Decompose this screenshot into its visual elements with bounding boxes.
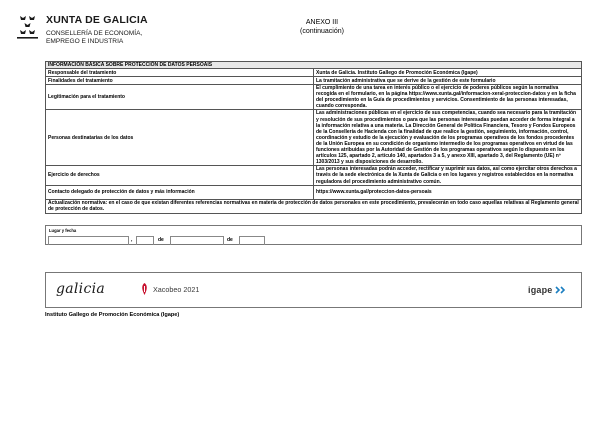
table-row <box>46 77 582 85</box>
row-label: Contacto delegado de protección de datos y más información <box>46 185 314 199</box>
chevron-right-icon <box>555 286 567 294</box>
footer-logos <box>45 272 582 308</box>
row-label: Finalidades del tratamiento <box>46 77 314 85</box>
row-label: Responsable del tratamiento <box>46 69 314 77</box>
row-label: Legitimación para el tratamiento <box>46 85 314 110</box>
annex-subtitle: (continuación) <box>300 28 344 35</box>
table-section-header: INFORMACIÓN BÁSICA SOBRE PROTECCIÓN DE DATOS PERSOAIS <box>46 62 582 69</box>
de-label-2: de <box>227 237 233 243</box>
xacobeo-icon <box>139 282 150 296</box>
row-value: Las personas interesadas podrán acceder, rectificar y suprimir sus datos, así como ejercitar otros derechos a través de la sede electrónica de la Xunta de Galicia o en los lugares y registros establecidos en la normativa reguladora del procedimiento administrativo común. <box>314 166 582 185</box>
table-footnote-row <box>46 199 582 213</box>
table-row <box>46 185 582 199</box>
xunta-emblem-icon <box>14 13 41 40</box>
xacobeo-logo: Xacobeo 2021 <box>153 285 200 294</box>
row-value: Las administraciones públicas en el ejercicio de sus competencias, cuando sea necesario para la tramitación y resolución de sus procedimientos o para que las personas interesadas puedan acceder de forma integral a la información relativa a una materia. La Dirección General de Política Financiera, Tesoro y Fondos Europeos de la Consellería de Hacienda con la finalidad de que realice la gestión, seguimiento, información, control, coordinación y estudio de la ejecución y evaluación de los programas operativos de los fondos procedentes de la Unión Europea en su condición de organismo intermedio de los programas operativos en virtud de las funciones atribuidas por la Autoridad de Gestión de los programas operativos según lo dispuesto en los artículos 125, apartado 2, artículo 140, apartados 3 a 5, y anexo XIII, apartado 3, del Reglamento (UE) nº 1303/2013 y sus disposiciones de desarrollo. <box>314 110 582 166</box>
igape-logo: igape <box>528 285 553 295</box>
table-row <box>46 166 582 185</box>
data-protection-table <box>45 61 582 214</box>
table-row <box>46 110 582 166</box>
table-row <box>46 69 582 77</box>
row-value: Xunta de Galicia. Instituto Gallego de Promoción Económica (Igape) <box>314 69 582 77</box>
month-field[interactable] <box>170 236 224 245</box>
row-value: La tramitación administrativa que se derive de la gestión de este formulario <box>314 77 582 85</box>
place-date-box <box>45 225 582 245</box>
organization-name: Instituto Gallego de Promoción Económica (Igape) <box>45 312 180 318</box>
de-label-1: de <box>158 237 164 243</box>
row-label: Ejercicio de derechos <box>46 166 314 185</box>
table-footnote: Actualización normativa: en el caso de que existan diferentes referencias normativas en materia de protección de datos personales en este procedimiento, prevalecerán en todo caso aquellas relativas al Reglamento general de protección de datos. <box>46 199 582 213</box>
galicia-logo: galicia <box>56 281 106 297</box>
brand-subtitle <box>46 30 142 47</box>
table-row <box>46 85 582 110</box>
place-field[interactable] <box>48 236 129 245</box>
day-field[interactable] <box>136 236 154 245</box>
brand-subtitle-line-2: EMPREGO E INDUSTRIA <box>46 38 124 46</box>
contact-link[interactable]: https://www.xunta.gal/proteccion-datos-persoais <box>316 189 432 196</box>
table-header-row <box>46 62 582 69</box>
place-date-label: Lugar y fecha <box>49 228 77 233</box>
row-label: Personas destinatarias de los datos <box>46 110 314 166</box>
annex-title: ANEXO III <box>305 19 339 26</box>
xunta-logo <box>14 13 164 49</box>
annex-heading <box>288 18 356 36</box>
year-field[interactable] <box>239 236 265 245</box>
brand-title: XUNTA DE GALICIA <box>46 14 148 26</box>
row-value[interactable] <box>314 185 582 199</box>
place-comma: , <box>131 237 133 243</box>
row-value: El cumplimiento de una tarea en interés público o el ejercicio de poderes públicos según la normativa recogida en el formulario, en la página https://www.xunta.gal/informacion-xeral-proteccion-datos y en la ficha del procedimiento en la Guía de procedimientos y servicios. Consentimiento de las personas interesadas, cuando corresponda. <box>314 85 582 110</box>
brand-subtitle-line-1: CONSELLERÍA DE ECONOMÍA, <box>46 30 143 37</box>
place-date-fields <box>46 235 581 245</box>
